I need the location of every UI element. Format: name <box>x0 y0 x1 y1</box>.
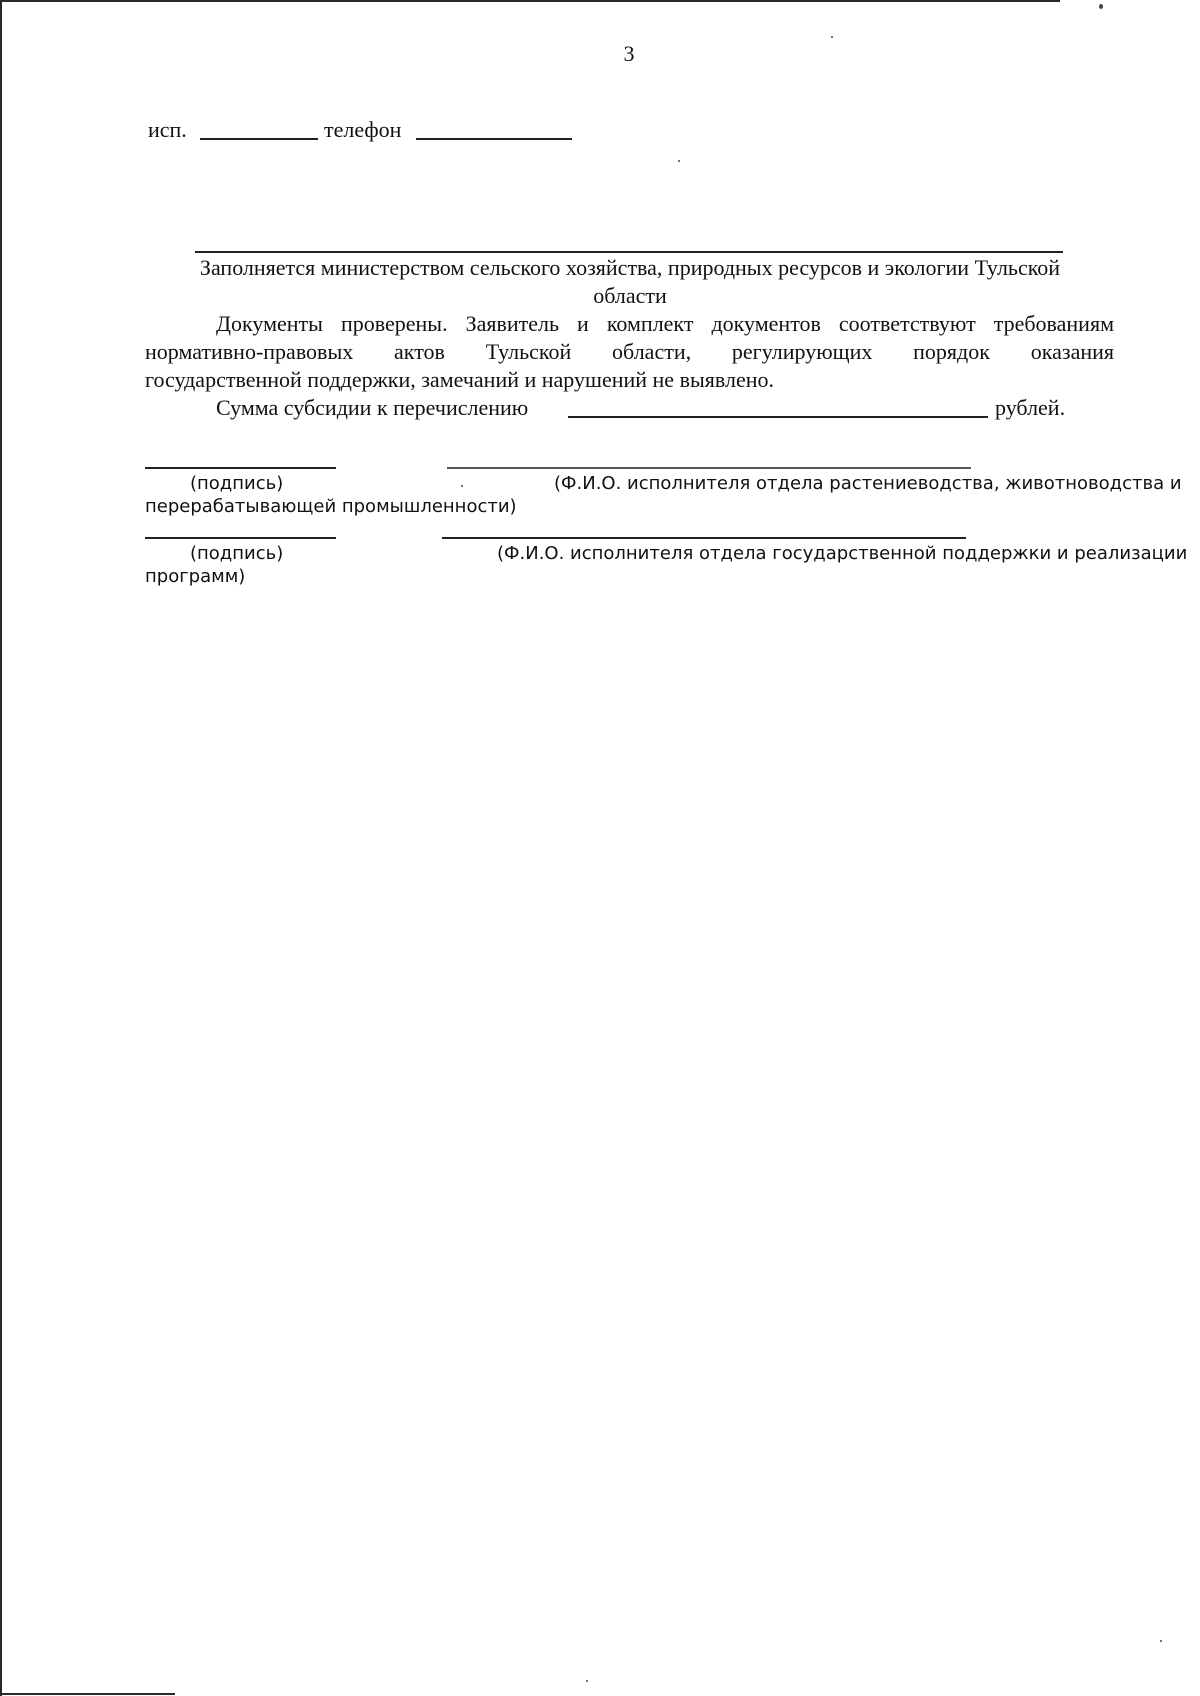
phone-label: телефон <box>324 117 402 142</box>
isp-field-line[interactable] <box>200 138 318 140</box>
fio-line-1[interactable] <box>447 467 971 469</box>
body-line3: государственной поддержки, замечаний и нарушений не выявлено. <box>145 367 774 392</box>
signature-line-1[interactable] <box>145 467 336 469</box>
scan-speck <box>1160 1640 1162 1642</box>
section-heading-line2: области <box>593 283 667 308</box>
fio-caption-1-line2: перерабатывающей промышленности) <box>145 496 517 517</box>
scan-speck <box>586 1680 588 1682</box>
scan-speck <box>461 485 463 487</box>
body-line2: нормативно-правовых актов Тульской области, регулирующих порядок оказания <box>145 339 1114 364</box>
section-heading-line1: Заполняется министерством сельского хозяйства, природных ресурсов и экологии Тульской <box>199 255 1061 280</box>
sum-label: Сумма субсидии к перечислению <box>216 395 529 420</box>
body-line1: Документы проверены. Заявитель и комплект документов соответствуют требованиям <box>216 311 1114 336</box>
scan-border-top <box>0 0 1060 2</box>
page-number: 3 <box>623 41 635 66</box>
isp-label: исп. <box>148 117 187 142</box>
signature-line-2[interactable] <box>145 537 336 539</box>
fio-caption-2-line2: программ) <box>145 566 246 587</box>
scan-border-bottom <box>0 1693 175 1695</box>
section-separator <box>195 251 1063 253</box>
scan-speck <box>831 36 833 38</box>
fio-caption-2-line1: (Ф.И.О. исполнителя отдела государственной поддержки и реализации <box>497 543 1188 564</box>
scan-speck <box>1099 4 1103 9</box>
fio-line-2[interactable] <box>442 537 966 539</box>
signature-caption-1: (подпись) <box>190 473 284 494</box>
scan-border-left <box>0 0 2 1696</box>
scan-speck <box>678 160 680 162</box>
fio-caption-1-line1: (Ф.И.О. исполнителя отдела растениеводства, животноводства и <box>554 473 1182 494</box>
sum-field-line[interactable] <box>568 416 988 418</box>
phone-field-line[interactable] <box>416 138 572 140</box>
sum-unit: рублей. <box>995 395 1066 420</box>
signature-caption-2: (подпись) <box>190 543 284 564</box>
